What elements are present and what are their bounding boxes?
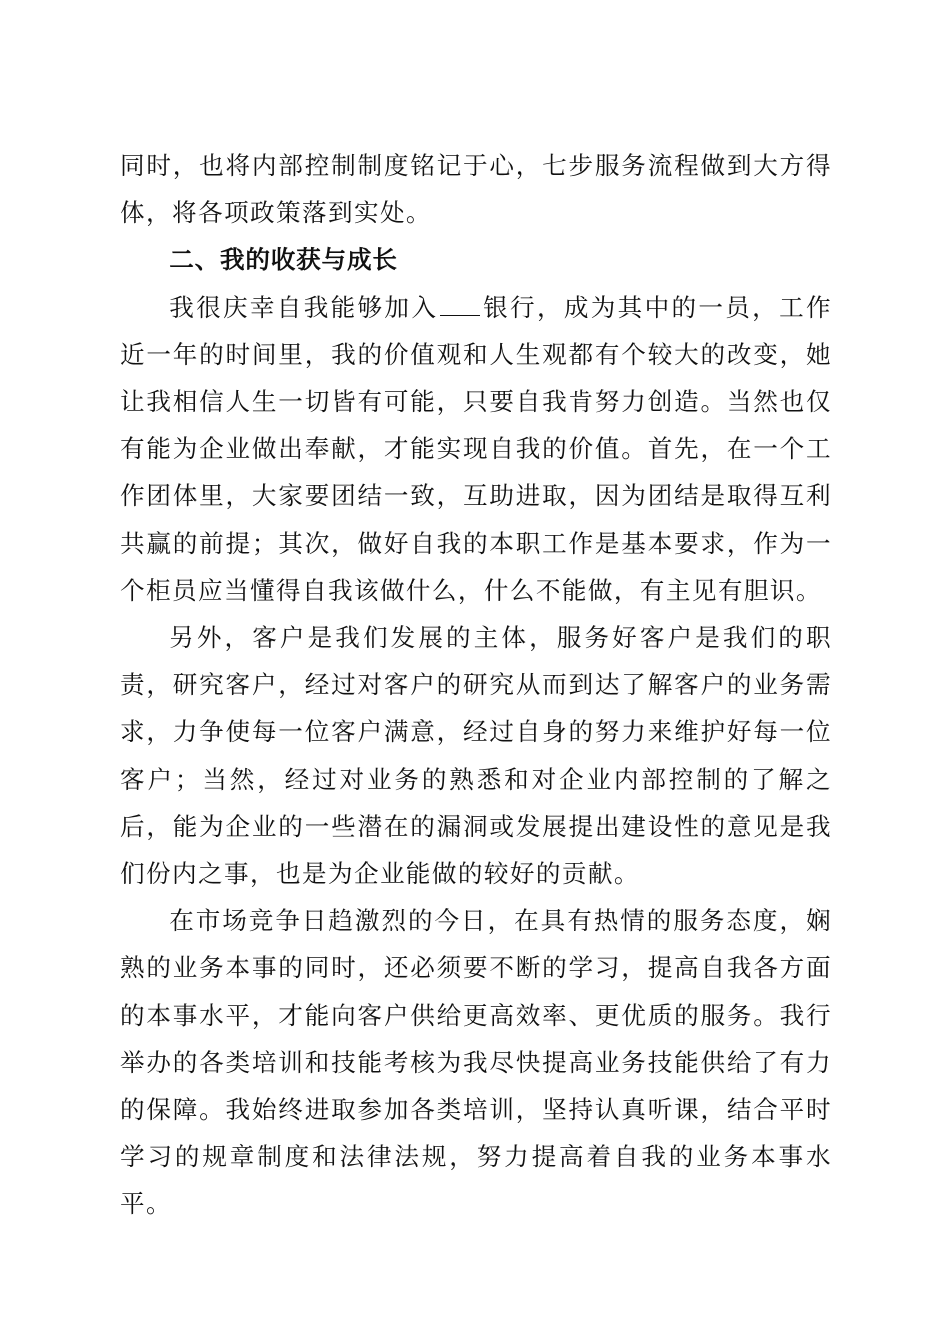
document-body [120,142,832,1228]
paragraph-learning: 在市场竞争日趋激烈的今日，在具有热情的服务态度，娴熟的业务本事的同时，还必须要不断的学习，提高自我各方面的本事水平，才能向客户供给更高效率、更优质的服务。我行举办的各类培训和技能考核为我尽快提高业务技能供给了有力的保障。我始终进取参加各类培训，坚持认真听课，结合平时学习的规章制度和法律法规，努力提高着自我的业务本事水平。 [120,906,832,1219]
paragraph-gains-start: 我很庆幸自我能够加入 [169,292,439,322]
paragraph-customers: 另外，客户是我们发展的主体，服务好客户是我们的职责，研究客户，经过对客户的研究从而到达了解客户的业务需求，力争使每一位客户满意，经过自身的努力来维护好每一位客户；当然，经过对业务的熟悉和对企业内部控制的了解之后，能为企业的一些潜在的漏洞或发展提出建设性的意见是我们份内之事，也是为企业能做的较好的贡献。 [120,623,832,889]
fill-in-blank [440,293,480,316]
section-heading: 二、我的收获与成长 [169,245,398,275]
paragraph-gains [120,284,832,614]
paragraph-gains-rest: 银行，成为其中的一员，工作近一年的时间里，我的价值观和人生观都有个较大的改变，她让我相信人生一切皆有可能，只要自我肯努力创造。当然也仅有能为企业做出奉献，才能实现自我的价值。首先，在一个工作团体里，大家要团结一致，互助进取，因为团结是取得互利共赢的前提；其次，做好自我的本职工作是基本要求，作为一个柜员应当懂得自我该做什么，什么不能做，有主见有胆识。 [120,292,832,605]
paragraph-continuation: 同时，也将内部控制制度铭记于心，七步服务流程做到大方得体，将各项政策落到实处。 [120,151,832,228]
